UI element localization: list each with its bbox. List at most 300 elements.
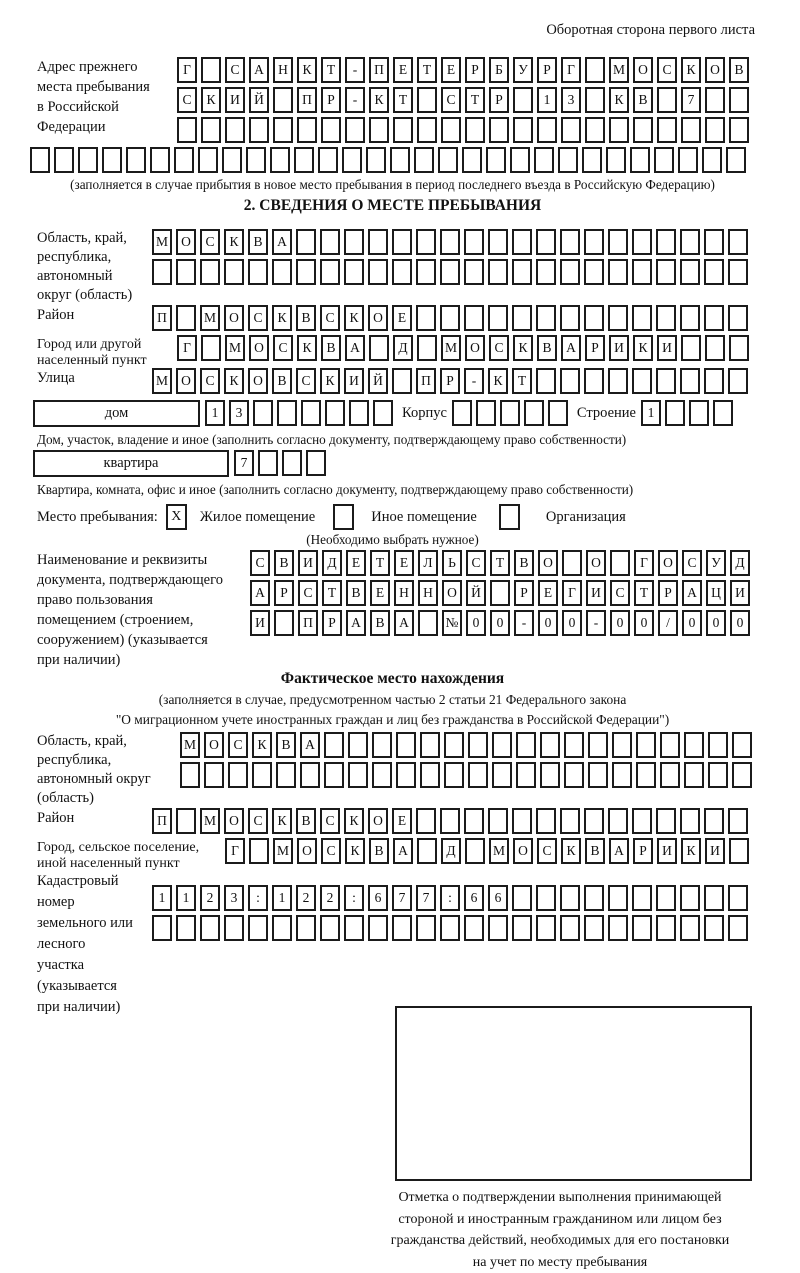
form-cell xyxy=(704,259,724,285)
form-cell xyxy=(488,915,508,941)
form-cell xyxy=(684,762,704,788)
fact-oblast-field xyxy=(30,732,755,808)
form-cell xyxy=(536,305,556,331)
form-cell xyxy=(584,259,604,285)
option-organizatsiya-label: Организация xyxy=(545,508,626,525)
form-cell xyxy=(584,229,604,255)
form-cell: Г xyxy=(634,550,654,576)
form-cell: П xyxy=(369,57,389,83)
form-cell xyxy=(344,915,364,941)
kadastr-row-1 xyxy=(152,885,752,911)
form-cell xyxy=(416,229,436,255)
prev-address-row-2 xyxy=(177,87,753,113)
form-cell: И xyxy=(298,550,318,576)
form-cell xyxy=(180,762,200,788)
form-cell: Р xyxy=(585,335,605,361)
form-cell: О xyxy=(658,550,678,576)
form-cell xyxy=(660,762,680,788)
kadastr-row-2 xyxy=(152,915,752,941)
stamp-box xyxy=(395,1006,752,1181)
form-cell: 1 xyxy=(537,87,557,113)
form-cell xyxy=(297,117,317,143)
form-cell: С xyxy=(225,57,245,83)
form-cell xyxy=(500,400,520,426)
form-cell xyxy=(657,87,677,113)
form-cell xyxy=(296,915,316,941)
form-cell xyxy=(344,229,364,255)
form-cell xyxy=(564,762,584,788)
form-cell xyxy=(273,87,293,113)
form-cell xyxy=(325,400,345,426)
form-cell xyxy=(584,808,604,834)
form-cell xyxy=(680,229,700,255)
form-cell xyxy=(585,87,605,113)
form-cell: О xyxy=(248,368,268,394)
form-cell: С xyxy=(296,368,316,394)
form-cell xyxy=(306,450,326,476)
form-cell: Е xyxy=(393,57,413,83)
form-cell: В xyxy=(276,732,296,758)
form-cell xyxy=(630,147,650,173)
form-cell: О xyxy=(705,57,725,83)
form-cell: 1 xyxy=(272,885,292,911)
form-cell xyxy=(510,147,530,173)
form-cell: А xyxy=(682,580,702,606)
form-cell: А xyxy=(609,838,629,864)
form-cell xyxy=(558,147,578,173)
option-zhiloe-label: Жилое помещение xyxy=(199,508,316,525)
form-cell xyxy=(534,147,554,173)
korpus-cells xyxy=(452,400,572,426)
form-cell xyxy=(246,147,266,173)
form-cell: К xyxy=(633,335,653,361)
form-cell xyxy=(248,915,268,941)
form-cell xyxy=(728,808,748,834)
form-cell xyxy=(282,450,302,476)
form-cell: - xyxy=(586,610,606,636)
form-cell: С xyxy=(682,550,702,576)
fact-gorod-label: Город, сельское поселение, иной населенный пункт xyxy=(37,840,200,871)
form-cell xyxy=(102,147,122,173)
form-cell xyxy=(440,808,460,834)
form-cell xyxy=(560,259,580,285)
form-cell: С xyxy=(298,580,318,606)
form-cell xyxy=(726,147,746,173)
form-cell: П xyxy=(152,305,172,331)
form-cell: Р xyxy=(440,368,460,394)
form-cell xyxy=(320,259,340,285)
form-cell xyxy=(490,580,510,606)
form-cell: О xyxy=(513,838,533,864)
form-cell: А xyxy=(393,838,413,864)
form-cell: С xyxy=(321,838,341,864)
form-cell: В xyxy=(369,838,389,864)
form-cell: С xyxy=(250,550,270,576)
form-cell xyxy=(680,259,700,285)
form-cell xyxy=(608,885,628,911)
form-cell: Т xyxy=(417,57,437,83)
form-cell: 1 xyxy=(641,400,661,426)
form-cell: С xyxy=(248,305,268,331)
form-cell xyxy=(633,117,653,143)
form-cell xyxy=(636,762,656,788)
form-cell: Р xyxy=(465,57,485,83)
form-cell xyxy=(632,808,652,834)
form-cell xyxy=(273,117,293,143)
kvartira-cells xyxy=(234,450,330,476)
form-cell: О xyxy=(368,808,388,834)
form-cell xyxy=(728,368,748,394)
form-cell xyxy=(728,259,748,285)
form-cell xyxy=(452,400,472,426)
gorod-row xyxy=(177,335,753,361)
form-cell: Д xyxy=(393,335,413,361)
form-cell: В xyxy=(296,305,316,331)
form-cell xyxy=(704,305,724,331)
form-cell: Е xyxy=(392,305,412,331)
form-cell xyxy=(176,259,196,285)
form-cell: О xyxy=(465,335,485,361)
form-cell xyxy=(610,550,630,576)
form-cell: К xyxy=(369,87,389,113)
form-cell: Е xyxy=(370,580,390,606)
form-cell: И xyxy=(225,87,245,113)
form-cell xyxy=(417,87,437,113)
form-cell: 0 xyxy=(490,610,510,636)
form-cell xyxy=(225,117,245,143)
form-cell xyxy=(713,400,733,426)
form-cell xyxy=(536,229,556,255)
form-cell xyxy=(228,762,248,788)
form-cell: Л xyxy=(418,550,438,576)
form-cell xyxy=(732,762,752,788)
form-cell: К xyxy=(681,57,701,83)
form-cell: 0 xyxy=(706,610,726,636)
form-cell xyxy=(488,808,508,834)
stroenie-cells xyxy=(641,400,737,426)
form-cell: Р xyxy=(633,838,653,864)
form-cell xyxy=(476,400,496,426)
prev-address-row-1 xyxy=(177,57,753,83)
form-cell: М xyxy=(152,229,172,255)
form-cell: - xyxy=(514,610,534,636)
form-cell: 0 xyxy=(682,610,702,636)
form-cell xyxy=(418,610,438,636)
form-cell: 1 xyxy=(176,885,196,911)
form-cell: К xyxy=(513,335,533,361)
form-cell: И xyxy=(657,838,677,864)
form-cell: Р xyxy=(321,87,341,113)
form-cell xyxy=(441,117,461,143)
form-cell: О xyxy=(368,305,388,331)
form-cell xyxy=(444,762,464,788)
form-cell xyxy=(560,305,580,331)
form-cell xyxy=(680,915,700,941)
mesto-note: (Необходимо выбрать нужное) xyxy=(306,532,479,547)
form-cell xyxy=(516,762,536,788)
form-cell: Е xyxy=(441,57,461,83)
form-cell: О xyxy=(204,732,224,758)
form-cell xyxy=(345,117,365,143)
form-cell xyxy=(396,762,416,788)
form-cell: Т xyxy=(465,87,485,113)
form-cell: О xyxy=(442,580,462,606)
form-cell xyxy=(516,732,536,758)
form-cell xyxy=(276,762,296,788)
form-cell xyxy=(582,147,602,173)
raion-row xyxy=(152,305,752,331)
fact-raion-field xyxy=(30,808,755,838)
dom-field xyxy=(33,400,755,430)
form-cell: М xyxy=(609,57,629,83)
form-cell: В xyxy=(321,335,341,361)
form-cell xyxy=(464,305,484,331)
form-cell xyxy=(584,368,604,394)
form-cell: Д xyxy=(730,550,750,576)
fact-raion-row xyxy=(152,808,752,834)
form-cell xyxy=(705,117,725,143)
fact-oblast-label: Область, край, республика, автономный округ (область) xyxy=(37,733,151,806)
form-cell: К xyxy=(201,87,221,113)
raion-field xyxy=(30,305,755,335)
form-cell xyxy=(369,335,389,361)
form-cell: М xyxy=(225,335,245,361)
form-cell xyxy=(540,762,560,788)
form-cell xyxy=(488,229,508,255)
form-cell xyxy=(201,335,221,361)
form-cell xyxy=(204,762,224,788)
form-cell: : xyxy=(248,885,268,911)
form-cell xyxy=(464,259,484,285)
dom-note: Дом, участок, владение и иное (заполнить согласно документу, подтверждающему право собственности) xyxy=(37,432,627,447)
form-cell xyxy=(585,57,605,83)
form-cell: К xyxy=(561,838,581,864)
form-cell: В xyxy=(585,838,605,864)
form-cell: В xyxy=(370,610,390,636)
mesto-label: Место пребывания: xyxy=(37,508,158,525)
checkbox-zhiloe: X xyxy=(166,504,187,530)
form-cell xyxy=(150,147,170,173)
form-cell xyxy=(728,229,748,255)
form-cell xyxy=(512,808,532,834)
checkbox-organizatsiya xyxy=(499,504,520,530)
form-cell xyxy=(224,259,244,285)
form-cell xyxy=(632,259,652,285)
form-cell xyxy=(704,915,724,941)
form-cell xyxy=(324,732,344,758)
form-cell xyxy=(656,305,676,331)
form-cell xyxy=(524,400,544,426)
form-cell xyxy=(512,915,532,941)
form-cell xyxy=(272,915,292,941)
form-cell xyxy=(681,117,701,143)
form-cell: К xyxy=(344,808,364,834)
form-cell: С xyxy=(273,335,293,361)
form-cell: Г xyxy=(225,838,245,864)
form-cell xyxy=(704,368,724,394)
form-cell xyxy=(468,762,488,788)
form-cell xyxy=(536,368,556,394)
form-cell xyxy=(729,87,749,113)
form-cell xyxy=(420,762,440,788)
form-cell: Н xyxy=(418,580,438,606)
form-cell xyxy=(348,762,368,788)
form-cell: 0 xyxy=(466,610,486,636)
document-field xyxy=(30,550,755,670)
form-cell xyxy=(560,808,580,834)
prev-address-note: (заполняется в случае прибытия в новое место пребывания в период последнего въезда в Российскую Федерацию) xyxy=(70,177,715,192)
form-cell: О xyxy=(176,229,196,255)
form-cell xyxy=(416,808,436,834)
form-cell: 6 xyxy=(368,885,388,911)
form-cell xyxy=(680,368,700,394)
form-cell xyxy=(728,915,748,941)
form-cell xyxy=(512,885,532,911)
form-cell xyxy=(632,229,652,255)
form-cell: Р xyxy=(322,610,342,636)
form-cell: У xyxy=(513,57,533,83)
form-cell xyxy=(222,147,242,173)
form-cell xyxy=(678,147,698,173)
form-cell: Т xyxy=(512,368,532,394)
form-cell xyxy=(201,117,221,143)
oblast-label: Область, край, республика, автономный округ (область) xyxy=(37,230,133,303)
fact-oblast-row-2 xyxy=(180,762,756,788)
form-cell: И xyxy=(705,838,725,864)
fact-title: Фактическое место нахождения xyxy=(280,670,505,687)
form-cell: Й xyxy=(466,580,486,606)
form-cell: Ц xyxy=(706,580,726,606)
kvartira-box-label: квартира xyxy=(33,450,229,477)
form-cell: О xyxy=(633,57,653,83)
form-cell: 3 xyxy=(229,400,249,426)
form-cell xyxy=(656,885,676,911)
form-cell xyxy=(513,87,533,113)
form-cell: Т xyxy=(322,580,342,606)
fact-gorod-field xyxy=(30,838,755,871)
gorod-field xyxy=(30,335,755,368)
form-cell: К xyxy=(345,838,365,864)
kadastr-label: Кадастровый номер земельного или лесного участка (указывается при наличии) xyxy=(37,873,133,1015)
form-cell xyxy=(632,368,652,394)
form-cell xyxy=(656,368,676,394)
dom-box-label: дом xyxy=(33,400,200,427)
form-cell xyxy=(349,400,369,426)
document-row-2 xyxy=(250,580,754,606)
form-cell xyxy=(560,885,580,911)
form-cell: М xyxy=(489,838,509,864)
form-cell: Р xyxy=(489,87,509,113)
form-cell xyxy=(464,229,484,255)
form-cell: П xyxy=(298,610,318,636)
form-cell: Т xyxy=(321,57,341,83)
form-cell xyxy=(392,259,412,285)
form-cell xyxy=(420,732,440,758)
form-cell: В xyxy=(248,229,268,255)
document-label: Наименование и реквизиты документа, подтверждающего право пользования помещением (строением, сооружением) (указывается при наличии) xyxy=(37,552,223,668)
form-cell xyxy=(177,117,197,143)
form-cell xyxy=(417,838,437,864)
form-cell xyxy=(198,147,218,173)
gorod-label: Город или другой населенный пункт xyxy=(37,337,147,368)
form-cell xyxy=(486,147,506,173)
form-cell xyxy=(201,57,221,83)
page-corner-note: Оборотная сторона первого листа xyxy=(546,22,755,38)
ulitsa-label: Улица xyxy=(37,370,75,386)
form-cell xyxy=(612,732,632,758)
form-cell: Д xyxy=(322,550,342,576)
form-cell xyxy=(440,305,460,331)
fact-gorod-row xyxy=(225,838,753,864)
form-cell: А xyxy=(300,732,320,758)
form-cell: А xyxy=(346,610,366,636)
kadastr-field xyxy=(30,871,755,1018)
form-cell: Р xyxy=(658,580,678,606)
form-cell: С xyxy=(248,808,268,834)
form-cell xyxy=(321,117,341,143)
form-cell xyxy=(656,229,676,255)
form-cell: - xyxy=(345,57,365,83)
form-cell xyxy=(258,450,278,476)
form-cell: Т xyxy=(393,87,413,113)
form-cell xyxy=(660,732,680,758)
form-cell: С xyxy=(537,838,557,864)
form-cell: Р xyxy=(537,57,557,83)
mesto-prebyvaniya-field xyxy=(30,504,755,530)
oblast-row-1 xyxy=(152,229,752,255)
form-cell: - xyxy=(345,87,365,113)
form-cell: А xyxy=(272,229,292,255)
form-cell xyxy=(728,305,748,331)
form-cell xyxy=(548,400,568,426)
form-cell: К xyxy=(320,368,340,394)
form-cell: / xyxy=(658,610,678,636)
form-cell xyxy=(318,147,338,173)
form-cell: 2 xyxy=(320,885,340,911)
prev-address-label: Адрес прежнего места пребывания в Российской Федерации xyxy=(37,59,150,135)
form-cell: П xyxy=(416,368,436,394)
form-cell xyxy=(414,147,434,173)
form-cell: Й xyxy=(368,368,388,394)
form-cell xyxy=(320,915,340,941)
form-cell xyxy=(249,117,269,143)
form-cell xyxy=(560,229,580,255)
form-cell xyxy=(368,915,388,941)
form-cell: Е xyxy=(392,808,412,834)
form-cell xyxy=(440,259,460,285)
form-cell: Т xyxy=(634,580,654,606)
form-cell xyxy=(537,117,557,143)
form-cell xyxy=(348,732,368,758)
form-cell: 0 xyxy=(538,610,558,636)
form-cell: С xyxy=(177,87,197,113)
form-cell: В xyxy=(514,550,534,576)
form-cell xyxy=(390,147,410,173)
form-cell: 2 xyxy=(296,885,316,911)
form-cell xyxy=(462,147,482,173)
form-cell: И xyxy=(344,368,364,394)
checkbox-inoe xyxy=(333,504,354,530)
form-cell: С xyxy=(441,87,461,113)
form-cell: 3 xyxy=(224,885,244,911)
kvartira-field xyxy=(33,450,755,480)
form-cell xyxy=(665,400,685,426)
form-cell xyxy=(588,762,608,788)
form-cell: Г xyxy=(561,57,581,83)
form-cell xyxy=(608,229,628,255)
form-cell xyxy=(200,915,220,941)
form-cell xyxy=(294,147,314,173)
